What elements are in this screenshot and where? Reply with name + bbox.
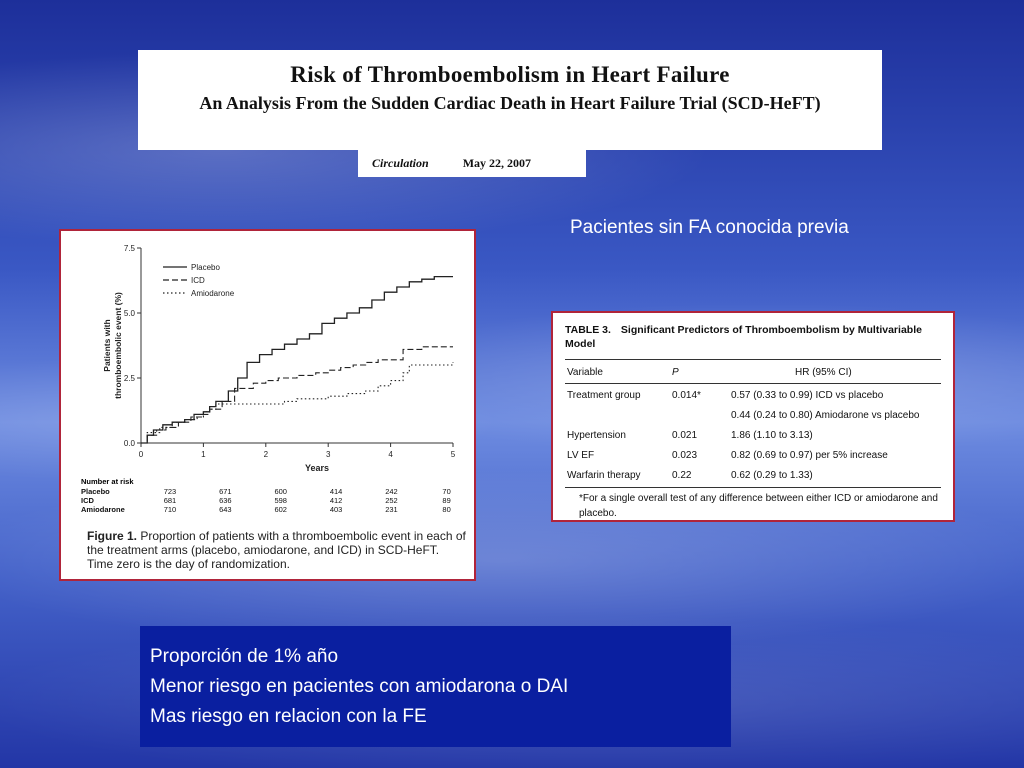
risk-value: 412	[329, 496, 343, 505]
risk-label: Placebo	[81, 487, 110, 496]
risk-value: 403	[329, 505, 343, 514]
risk-value: 242	[385, 487, 398, 496]
summary-line: Menor riesgo en pacientes con amiodarona o DAI	[150, 676, 569, 697]
risk-value: 710	[163, 505, 177, 514]
header-p: P	[672, 367, 679, 378]
journal-name: Circulation	[372, 156, 429, 170]
risk-value: 600	[274, 487, 287, 496]
risk-row-icd	[81, 496, 474, 505]
risk-value: 70	[442, 487, 451, 496]
cell-p: 0.22	[672, 470, 692, 481]
cell-hr: 0.62 (0.29 to 1.33)	[731, 470, 813, 481]
risk-table-heading: Number at risk	[81, 477, 134, 486]
cell-variable: Warfarin therapy	[567, 470, 641, 481]
figure-caption-label: Figure 1.	[87, 529, 138, 543]
legend-label: ICD	[191, 276, 205, 285]
y-tick-label: 5.0	[123, 309, 135, 318]
figure-caption	[87, 529, 467, 571]
table-number: TABLE 3.	[565, 324, 611, 336]
article-subtitle: An Analysis From the Sudden Cardiac Death in Heart Failure Trial (SCD-HeFT)	[199, 93, 821, 113]
risk-value: 681	[163, 496, 177, 505]
header-variable: Variable	[567, 367, 603, 378]
cell-hr: 0.57 (0.33 to 0.99) ICD vs placebo	[731, 390, 884, 401]
table-header-row	[565, 363, 941, 383]
x-tick-label: 4	[388, 450, 393, 459]
article-title-box	[138, 50, 882, 150]
summary-line: Mas riesgo en relacion con la FE	[150, 706, 427, 727]
table-footnote	[565, 491, 945, 521]
citation-box	[358, 150, 586, 177]
risk-value: 414	[329, 487, 343, 496]
series-line-amiodarone	[141, 362, 453, 443]
population-caption: Pacientes sin FA conocida previa	[570, 217, 849, 238]
risk-row-placebo	[81, 487, 474, 496]
table-footnote-text: *For a single overall test of any difference between either ICD or amiodarone and placebo.	[579, 493, 938, 519]
risk-table	[81, 487, 474, 514]
cell-hr: 0.44 (0.24 to 0.80) Amiodarone vs placebo	[731, 410, 920, 421]
predictors-table-panel	[551, 311, 955, 522]
risk-value: 643	[219, 505, 232, 514]
table-row	[565, 466, 941, 486]
table-row	[565, 446, 941, 466]
table-row	[565, 426, 941, 446]
cell-variable: LV EF	[567, 450, 595, 461]
y-axis-label: Patients withthromboembolic event (%)	[102, 292, 123, 399]
risk-value: 723	[163, 487, 177, 496]
cell-variable: Hypertension	[567, 430, 626, 441]
y-tick-label: 2.5	[123, 374, 135, 383]
cell-hr: 0.82 (0.69 to 0.97) per 5% increase	[731, 450, 888, 461]
summary-box	[140, 626, 731, 747]
table-rule	[565, 359, 941, 360]
header-hr: HR (95% CI)	[795, 367, 852, 378]
table-row	[565, 386, 941, 406]
series-line-placebo	[141, 277, 453, 443]
table-title-text: Significant Predictors of Thromboembolism by Multivariable Model	[565, 324, 922, 350]
kaplan-meier-chart	[61, 231, 474, 579]
cell-hr: 1.86 (1.10 to 3.13)	[731, 430, 813, 441]
risk-value: 671	[219, 487, 232, 496]
table-row	[565, 406, 941, 426]
table-rule	[565, 383, 941, 384]
risk-value: 252	[385, 496, 398, 505]
risk-label: Amiodarone	[81, 505, 125, 514]
risk-row-amiodarone	[81, 505, 474, 514]
x-tick-label: 0	[138, 450, 144, 459]
series-line-icd	[141, 347, 453, 443]
table-rule	[565, 487, 941, 488]
risk-value: 80	[442, 505, 451, 514]
legend-label: Amiodarone	[191, 289, 235, 298]
cell-p: 0.014*	[672, 390, 701, 401]
risk-value: 598	[274, 496, 287, 505]
x-tick-label: 5	[450, 450, 456, 459]
x-axis-label: Years	[304, 463, 330, 473]
table-title	[565, 323, 935, 351]
risk-value: 231	[385, 505, 398, 514]
cell-p: 0.023	[672, 450, 698, 461]
x-tick-label: 1	[201, 450, 206, 459]
cell-p: 0.021	[672, 430, 698, 441]
summary-line: Proporción de 1% año	[150, 646, 339, 667]
y-tick-label: 7.5	[123, 244, 135, 253]
x-tick-label: 2	[263, 450, 269, 459]
risk-label: ICD	[81, 496, 94, 505]
publication-date: May 22, 2007	[462, 156, 532, 170]
figure-panel	[59, 229, 476, 581]
legend-label: Placebo	[191, 263, 220, 272]
figure-caption-text: Proportion of patients with a thromboembolic event in each of the treatment arms (placebo, amiodarone, and ICD) in SCD-HeFT. Time zero is the day of randomization.	[87, 529, 466, 571]
y-tick-label: 0.0	[123, 439, 135, 448]
risk-value: 89	[442, 496, 451, 505]
risk-value: 636	[219, 496, 232, 505]
risk-value: 602	[274, 505, 287, 514]
article-title: Risk of Thromboembolism in Heart Failure	[290, 62, 730, 87]
cell-variable: Treatment group	[567, 390, 641, 401]
x-tick-label: 3	[325, 450, 331, 459]
